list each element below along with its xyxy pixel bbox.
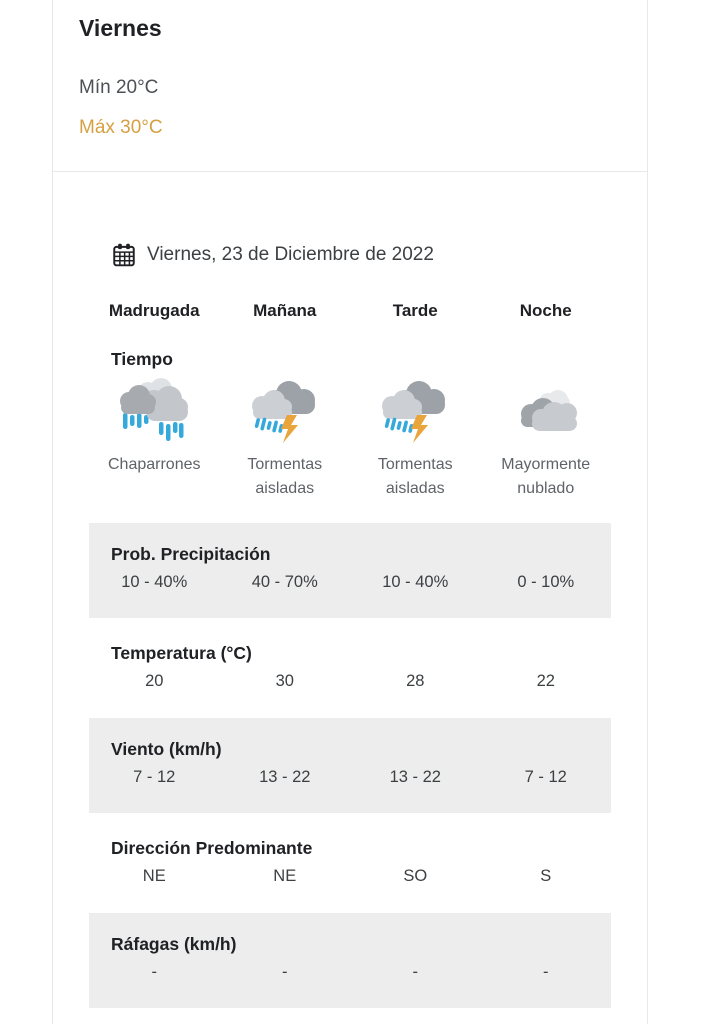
calendar-icon [111, 242, 137, 268]
isolated-storms-icon [377, 377, 453, 449]
weather-cell-noche [481, 377, 612, 501]
condition-label: Tormentas aisladas [247, 456, 323, 497]
temp-noche: 22 [536, 672, 555, 690]
row-label-wind: Viento (km/h) [111, 739, 222, 759]
row-gusts [89, 913, 611, 1008]
row-label-precipitation: Prob. Precipitación [111, 544, 271, 564]
temp-madrugada: 20 [145, 672, 164, 690]
tiempo-row-label: Tiempo [111, 349, 173, 369]
weather-icons-row [89, 377, 611, 501]
row-temperature [89, 618, 611, 718]
precip-tarde: 10 - 40% [382, 573, 449, 591]
condition-label: Chaparrones [108, 456, 201, 473]
period-noche: Noche [519, 301, 572, 320]
condition-label: Mayormente nublado [501, 456, 591, 497]
precip-noche: 0 - 10% [517, 573, 575, 591]
weather-cell-madrugada [89, 377, 220, 501]
period-header-row [89, 301, 611, 323]
row-wind-direction [89, 813, 611, 913]
gusts-noche: - [543, 963, 549, 981]
showers-icon [116, 377, 192, 449]
row-label-gusts: Ráfagas (km/h) [111, 934, 237, 954]
gusts-manana: - [282, 963, 288, 981]
direction-madrugada: NE [142, 867, 166, 885]
gusts-tarde: - [412, 963, 418, 981]
temp-tarde: 28 [406, 672, 425, 690]
precip-madrugada: 10 - 40% [121, 573, 188, 591]
day-summary-card[interactable] [52, 0, 648, 172]
row-label-temperature: Temperatura (°C) [111, 643, 252, 663]
wind-madrugada: 7 - 12 [133, 768, 176, 786]
weather-cell-tarde [350, 377, 481, 501]
period-madrugada: Madrugada [108, 301, 200, 320]
forecast-content [53, 242, 647, 1008]
max-temperature: Máx 30°C [79, 117, 163, 138]
mostly-cloudy-icon [508, 377, 584, 449]
forecast-detail-card [52, 172, 648, 1024]
row-label-wind-direction: Dirección Predominante [111, 838, 313, 858]
wind-tarde: 13 - 22 [389, 768, 441, 786]
date-row [111, 242, 611, 268]
wind-manana: 13 - 22 [259, 768, 311, 786]
period-manana: Mañana [253, 301, 317, 320]
precip-manana: 40 - 70% [251, 573, 318, 591]
gusts-madrugada: - [151, 963, 157, 981]
temp-manana: 30 [275, 672, 294, 690]
row-precipitation [89, 523, 611, 618]
date-text: Viernes, 23 de Diciembre de 2022 [147, 244, 434, 265]
period-tarde: Tarde [392, 301, 438, 320]
row-wind [89, 718, 611, 813]
direction-noche: S [540, 867, 552, 885]
weather-cell-manana [220, 377, 351, 501]
day-title: Viernes [79, 15, 162, 41]
min-temperature: Mín 20°C [79, 77, 159, 98]
condition-label: Tormentas aisladas [377, 456, 453, 497]
wind-noche: 7 - 12 [524, 768, 567, 786]
isolated-storms-icon [247, 377, 323, 449]
direction-tarde: SO [403, 867, 428, 885]
direction-manana: NE [273, 867, 297, 885]
